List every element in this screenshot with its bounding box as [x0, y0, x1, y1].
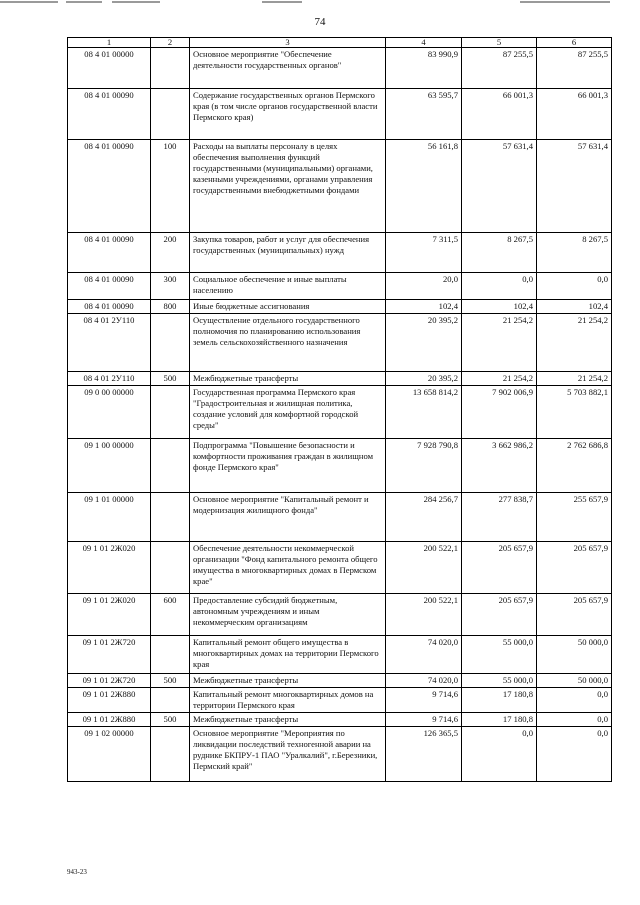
table-row [68, 542, 612, 594]
table-row [68, 273, 612, 300]
cell-code: 09 1 02 00000 [68, 727, 151, 782]
table-row [68, 140, 612, 233]
cell-expense-type: 500 [151, 372, 190, 386]
cell-expense-type [151, 727, 190, 782]
cell-amount-col4: 102,4 [386, 300, 462, 314]
cell-code: 08 4 01 00090 [68, 273, 151, 300]
cell-amount-col6: 5 703 882,1 [537, 386, 612, 439]
cell-amount-col4: 9 714,6 [386, 688, 462, 713]
cell-code: 09 1 01 2Ж020 [68, 542, 151, 594]
cell-description: Государственная программа Пермского края "Градостроительная и жилищная политика, создание условий для комфортной городской среды" [190, 386, 386, 439]
cell-expense-type [151, 314, 190, 372]
cell-amount-col4: 13 658 814,2 [386, 386, 462, 439]
cell-code: 09 1 01 2Ж720 [68, 636, 151, 674]
column-header: 1 [68, 38, 151, 48]
cell-description: Межбюджетные трансферты [190, 372, 386, 386]
cell-amount-col6: 21 254,2 [537, 314, 612, 372]
cell-amount-col4: 9 714,6 [386, 713, 462, 727]
cell-amount-col5: 21 254,2 [462, 372, 537, 386]
cell-amount-col4: 56 161,8 [386, 140, 462, 233]
cell-code: 09 0 00 00000 [68, 386, 151, 439]
table-row [68, 439, 612, 493]
cell-amount-col5: 205 657,9 [462, 594, 537, 636]
cell-expense-type [151, 542, 190, 594]
table-row [68, 674, 612, 688]
cell-amount-col4: 20 395,2 [386, 372, 462, 386]
table-row [68, 594, 612, 636]
cell-description: Предоставление субсидий бюджетным, автономным учреждениям и иным некоммерческим организациям [190, 594, 386, 636]
cell-amount-col4: 7 928 790,8 [386, 439, 462, 493]
table-row [68, 89, 612, 140]
cell-amount-col6: 2 762 686,8 [537, 439, 612, 493]
cell-description: Основное мероприятие "Мероприятия по ликвидации последствий техногенной аварии на руднике БКПРУ-1 ПАО "Уралкалий", г.Березники, Пермский край" [190, 727, 386, 782]
table-row [68, 48, 612, 89]
column-header: 4 [386, 38, 462, 48]
cell-code: 09 1 01 2Ж880 [68, 713, 151, 727]
table-row [68, 233, 612, 273]
cell-amount-col5: 57 631,4 [462, 140, 537, 233]
page-number: 74 [314, 16, 326, 28]
cell-amount-col6: 21 254,2 [537, 372, 612, 386]
cell-amount-col6: 0,0 [537, 688, 612, 713]
cell-code: 09 1 01 00000 [68, 493, 151, 542]
cell-amount-col4: 284 256,7 [386, 493, 462, 542]
cell-amount-col4: 20 395,2 [386, 314, 462, 372]
cell-amount-col4: 74 020,0 [386, 636, 462, 674]
cell-expense-type: 500 [151, 713, 190, 727]
table-row [68, 300, 612, 314]
cell-description: Расходы на выплаты персоналу в целях обеспечения выполнения функций государственными (муниципальными) органами, казенными учреждениями, органами управления государственными внебюджетными фондами [190, 140, 386, 233]
cell-amount-col6: 87 255,5 [537, 48, 612, 89]
cell-amount-col4: 200 522,1 [386, 542, 462, 594]
cell-code: 08 4 01 2У110 [68, 314, 151, 372]
cell-code: 09 1 00 00000 [68, 439, 151, 493]
table-row [68, 372, 612, 386]
cell-expense-type: 600 [151, 594, 190, 636]
cell-description: Обеспечение деятельности некоммерческой организации "Фонд капитального ремонта общего имущества в многоквартирных домах в Пермском крае" [190, 542, 386, 594]
cell-description: Межбюджетные трансферты [190, 674, 386, 688]
cell-code: 08 4 01 00000 [68, 48, 151, 89]
budget-table [67, 37, 612, 782]
cell-code: 08 4 01 00090 [68, 300, 151, 314]
column-header: 5 [462, 38, 537, 48]
table-row [68, 713, 612, 727]
cell-amount-col4: 7 311,5 [386, 233, 462, 273]
cell-amount-col5: 55 000,0 [462, 636, 537, 674]
cell-expense-type [151, 439, 190, 493]
cell-amount-col6: 50 000,0 [537, 636, 612, 674]
cell-amount-col4: 63 595,7 [386, 89, 462, 140]
cell-description: Капитальный ремонт многоквартирных домов на территории Пермского края [190, 688, 386, 713]
cell-amount-col5: 0,0 [462, 273, 537, 300]
cell-amount-col6: 255 657,9 [537, 493, 612, 542]
column-header: 6 [537, 38, 612, 48]
column-header: 2 [151, 38, 190, 48]
cell-expense-type: 100 [151, 140, 190, 233]
cell-description: Иные бюджетные ассигнования [190, 300, 386, 314]
cell-amount-col6: 8 267,5 [537, 233, 612, 273]
cell-amount-col4: 200 522,1 [386, 594, 462, 636]
cell-amount-col6: 0,0 [537, 273, 612, 300]
table-row [68, 688, 612, 713]
table-row [68, 314, 612, 372]
cell-description: Содержание государственных органов Пермского края (в том числе органов государственной власти Пермского края) [190, 89, 386, 140]
cell-amount-col6: 0,0 [537, 713, 612, 727]
cell-expense-type [151, 688, 190, 713]
table-row [68, 386, 612, 439]
cell-amount-col6: 0,0 [537, 727, 612, 782]
cell-code: 09 1 01 2Ж880 [68, 688, 151, 713]
cell-expense-type [151, 636, 190, 674]
table-row [68, 493, 612, 542]
cell-amount-col5: 17 180,8 [462, 713, 537, 727]
cell-code: 08 4 01 00090 [68, 140, 151, 233]
footer-code: 943-23 [67, 868, 87, 876]
cell-expense-type [151, 48, 190, 89]
cell-description: Социальное обеспечение и иные выплаты населению [190, 273, 386, 300]
cell-description: Основное мероприятие "Обеспечение деятельности государственных органов" [190, 48, 386, 89]
cell-amount-col5: 205 657,9 [462, 542, 537, 594]
cell-code: 09 1 01 2Ж020 [68, 594, 151, 636]
cell-amount-col5: 66 001,3 [462, 89, 537, 140]
cell-amount-col4: 74 020,0 [386, 674, 462, 688]
cell-amount-col4: 83 990,9 [386, 48, 462, 89]
cell-amount-col5: 277 838,7 [462, 493, 537, 542]
cell-amount-col6: 102,4 [537, 300, 612, 314]
cell-description: Осуществление отдельного государственного полномочия по планированию использования земель сельскохозяйственного назначения [190, 314, 386, 372]
cell-amount-col4: 126 365,5 [386, 727, 462, 782]
cell-amount-col5: 17 180,8 [462, 688, 537, 713]
cell-amount-col6: 57 631,4 [537, 140, 612, 233]
cell-code: 08 4 01 00090 [68, 233, 151, 273]
cell-expense-type: 800 [151, 300, 190, 314]
table-row [68, 727, 612, 782]
column-header: 3 [190, 38, 386, 48]
cell-amount-col5: 3 662 986,2 [462, 439, 537, 493]
cell-amount-col6: 205 657,9 [537, 542, 612, 594]
cell-amount-col6: 66 001,3 [537, 89, 612, 140]
cell-amount-col6: 50 000,0 [537, 674, 612, 688]
cell-amount-col5: 7 902 006,9 [462, 386, 537, 439]
cell-amount-col5: 0,0 [462, 727, 537, 782]
cell-description: Подпрограмма "Повышение безопасности и комфортности проживания граждан в жилищном фонде Пермского края" [190, 439, 386, 493]
table-header-row [68, 38, 612, 48]
cell-code: 08 4 01 2У110 [68, 372, 151, 386]
cell-expense-type [151, 386, 190, 439]
cell-amount-col5: 102,4 [462, 300, 537, 314]
cell-description: Межбюджетные трансферты [190, 713, 386, 727]
cell-description: Капитальный ремонт общего имущества в многоквартирных домах на территории Пермского края [190, 636, 386, 674]
cell-code: 08 4 01 00090 [68, 89, 151, 140]
cell-amount-col5: 8 267,5 [462, 233, 537, 273]
scan-top-edge [0, 0, 640, 4]
cell-amount-col4: 20,0 [386, 273, 462, 300]
cell-expense-type: 200 [151, 233, 190, 273]
cell-description: Основное мероприятие "Капитальный ремонт и модернизация жилищного фонда" [190, 493, 386, 542]
table-row [68, 636, 612, 674]
cell-amount-col5: 21 254,2 [462, 314, 537, 372]
cell-amount-col5: 87 255,5 [462, 48, 537, 89]
cell-amount-col6: 205 657,9 [537, 594, 612, 636]
cell-expense-type: 500 [151, 674, 190, 688]
cell-expense-type [151, 493, 190, 542]
cell-expense-type: 300 [151, 273, 190, 300]
cell-code: 09 1 01 2Ж720 [68, 674, 151, 688]
cell-amount-col5: 55 000,0 [462, 674, 537, 688]
cell-description: Закупка товаров, работ и услуг для обеспечения государственных (муниципальных) нужд [190, 233, 386, 273]
cell-expense-type [151, 89, 190, 140]
